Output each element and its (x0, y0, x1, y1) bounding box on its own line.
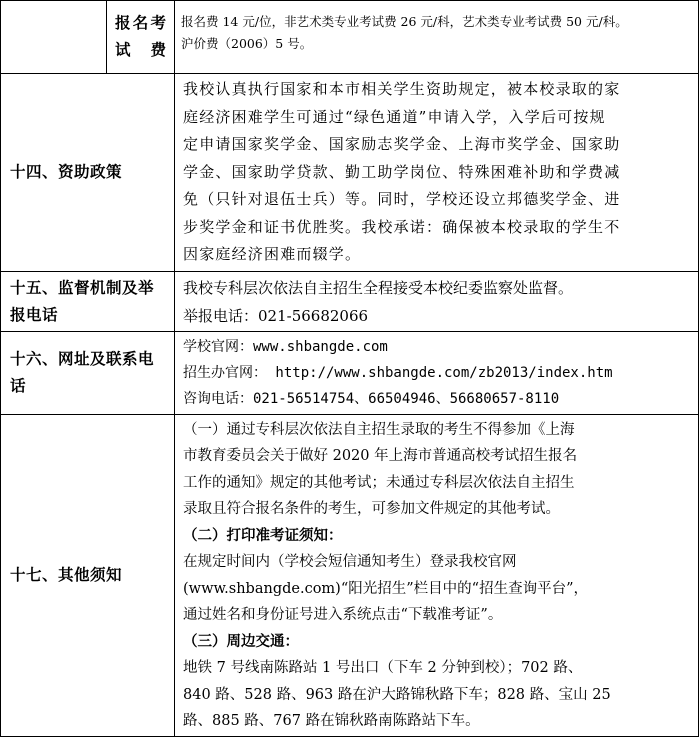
contact-label-line-1: 十六、网址及联系电 (10, 350, 155, 368)
supervision-label-line-1: 十五、监督机制及举 (10, 278, 155, 297)
notes-section-1-line: 录取且符合报名条件的考生，可参加文件规定的其他考试。 (183, 501, 560, 517)
fee-blank-cell (1, 1, 107, 74)
supervision-line-2: 举报电话：021-56682066 (183, 306, 369, 325)
notes-section-1-line: 市教育委员会关于做好 2020 年上海市普通高校考试招生报名 (183, 448, 578, 464)
aid-content-cell (175, 74, 699, 272)
notes-label-cell (1, 415, 175, 737)
notes-section-1-line: 工作的通知》规定的其他考试；未通过专科层次依法自主招生 (183, 474, 575, 491)
aid-line: 庭经济困难学生可通过“绿色通道”申请入学，入学后可按规 (183, 107, 606, 126)
aid-row (1, 74, 699, 272)
contact-content-cell (175, 332, 699, 415)
notes-section-3-line: 840 路、528 路、963 路在沪大路锦秋路下车；828 路、宝山 25 (183, 686, 611, 703)
notes-section-2-line: 在规定时间内（学校会短信通知考生）登录我校官网 (183, 554, 517, 570)
fee-row (1, 1, 699, 74)
notes-section-2-line: (www.shbangde.com)“阳光招生”栏目中的“招生查询平台”， (183, 580, 588, 597)
aid-line: 免（只针对退伍士兵）等。同时，学校还设立邦德奖学金、进 (183, 190, 621, 209)
aid-line: 定申请国家奖学金、国家励志奖学金、上海市奖学金、国家助 (183, 135, 621, 154)
notes-section-2-line: 通过姓名和身份证号进入系统点击“下载准考证”。 (183, 607, 503, 623)
supervision-line-1: 我校专科层次依法自主招生全程接受本校纪委监察处监督。 (183, 278, 574, 297)
fee-label-top: 报名考 (115, 14, 166, 32)
contact-label-line-2: 话 (10, 377, 27, 395)
fee-line-2: 沪价费（2006）5 号。 (181, 36, 313, 51)
notes-section-3-line: 地铁 7 号线南陈路站 1 号出口（下车 2 分钟到校）；702 路、 (183, 660, 583, 676)
notes-section-3-line: 路、885 路、767 路在锦秋路南陈路站下车。 (183, 713, 480, 729)
fee-content-cell (175, 1, 699, 74)
notes-section-2-title: （二）打印准考证须知： (183, 527, 343, 544)
aid-line: 学金、国家助学贷款、勤工助学岗位、特殊困难补助和学费减 (183, 162, 621, 181)
fee-label-bottom: 试 费 (115, 41, 166, 59)
supervision-content-cell (175, 272, 699, 332)
aid-label-cell (1, 74, 175, 272)
notes-row (1, 415, 699, 737)
notes-section-1-line: （一）通过专科层次依法自主招生录取的考生不得参加《上海 (183, 421, 575, 438)
aid-line: 我校认真执行国家和本市相关学生资助规定，被本校录取的家 (183, 80, 621, 99)
supervision-label-cell (1, 272, 175, 332)
aid-line: 因家庭经济困难而辍学。 (183, 245, 362, 264)
notes-label: 十七、其他须知 (10, 566, 123, 584)
aid-line: 步奖学金和证书优胜奖。我校承诺：确保被本校录取的学生不 (183, 217, 621, 236)
school-website-line: 学校官网：www.shbangde.com (183, 339, 388, 355)
supervision-row (1, 272, 699, 332)
notes-content-cell (175, 415, 699, 737)
notes-section-3-title: （三）周边交通： (183, 633, 299, 650)
fee-label-cell (107, 1, 175, 74)
aid-label: 十四、资助政策 (10, 163, 123, 181)
fee-line-1: 报名费 14 元/位，非艺术类专业考试费 26 元/科，艺术类专业考试费 50 元/科。 (181, 14, 628, 29)
contact-label-cell (1, 332, 175, 415)
supervision-label-line-2: 报电话 (10, 305, 59, 324)
admissions-website-line: 招生办官网： http://www.shbangde.com/zb2013/index.htm (183, 365, 613, 381)
consult-phone-line: 咨询电话：021-56514754、66504946、56680657-8110 (183, 391, 560, 407)
contact-row (1, 332, 699, 415)
